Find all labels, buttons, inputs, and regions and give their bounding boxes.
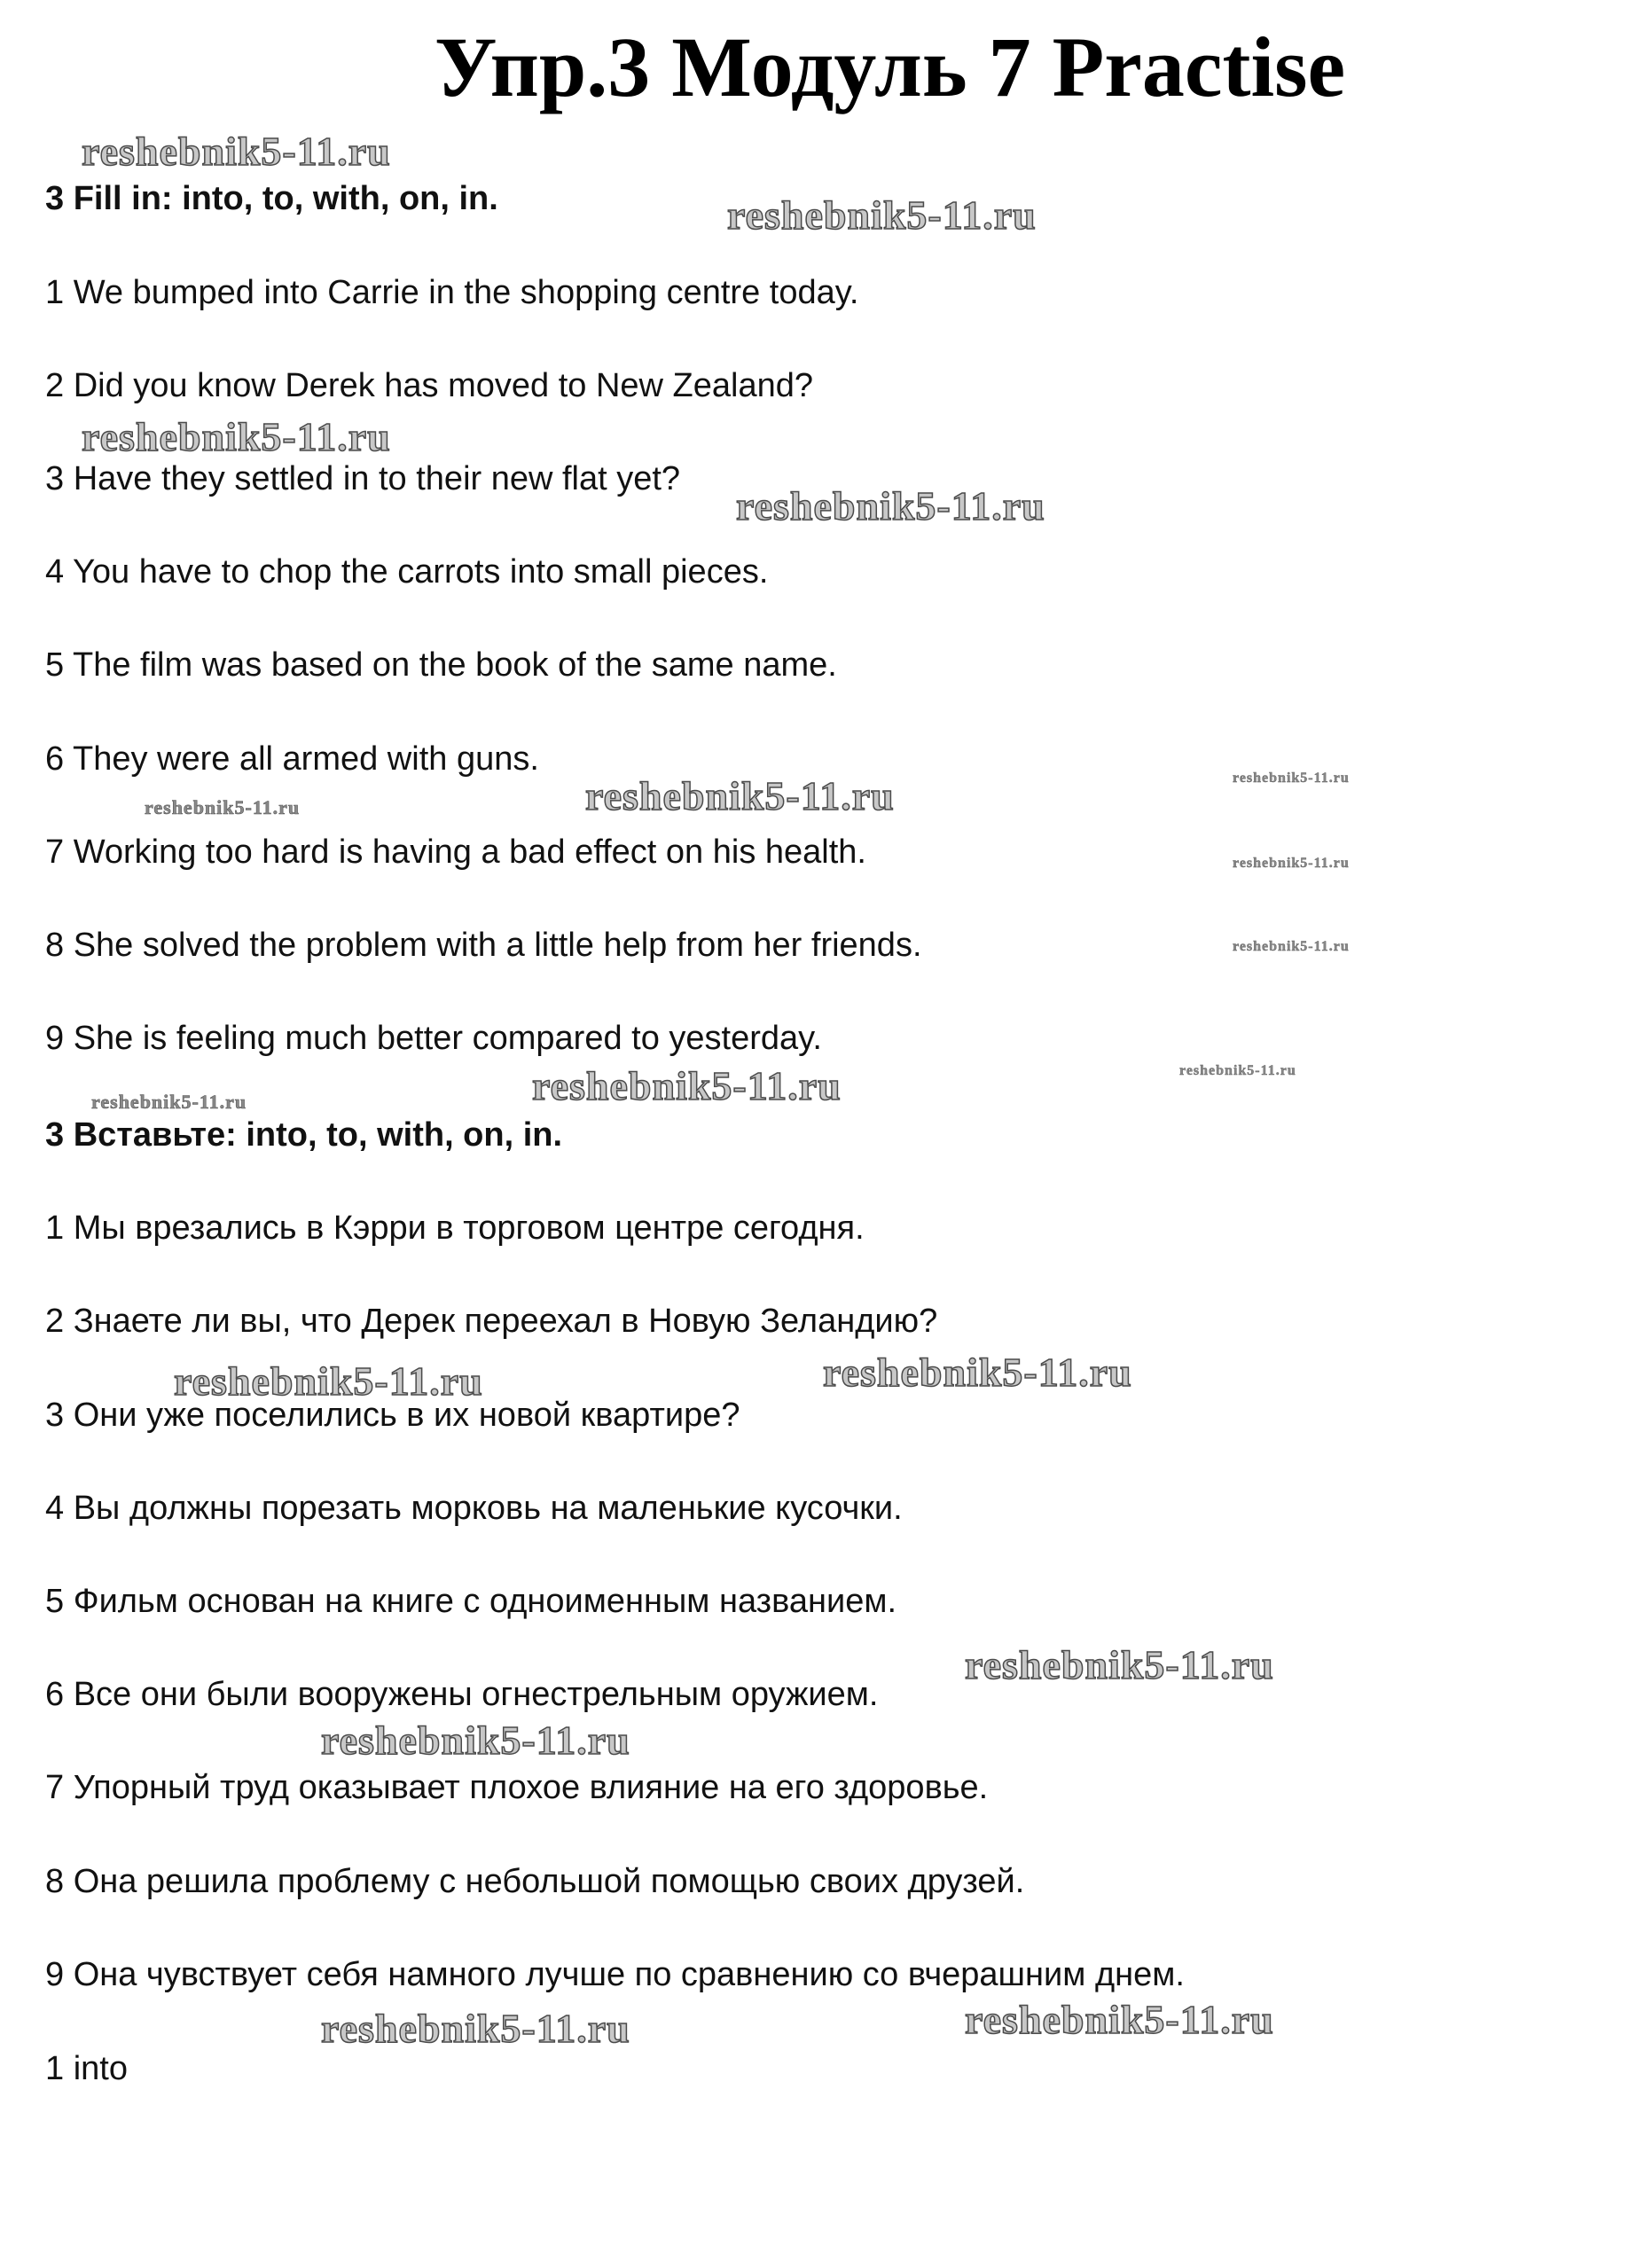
watermark: reshebnik5-11.ru [1233, 939, 1350, 954]
answer-1: 1 into [45, 2050, 128, 2087]
russian-sentence-1: 1 Мы врезались в Кэрри в торговом центре сегодня. [45, 1209, 865, 1247]
watermark: reshebnik5-11.ru [174, 1358, 483, 1404]
english-sentence-8: 8 She solved the problem with a little help from her friends. [45, 927, 922, 964]
english-sentence-4: 4 You have to chop the carrots into small pieces. [45, 553, 769, 591]
exercise-heading-english: 3 Fill in: into, to, with, on, in. [45, 180, 498, 217]
exercise-heading-russian: 3 Вставьте: into, to, with, on, in. [45, 1116, 563, 1154]
watermark: reshebnik5-11.ru [736, 483, 1045, 528]
page-title: Упр.3 Модуль 7 Practise [435, 20, 1346, 114]
watermark: reshebnik5-11.ru [965, 1642, 1274, 1687]
russian-sentence-6: 6 Все они были вооружены огнестрельным оружием. [45, 1676, 879, 1713]
watermark: reshebnik5-11.ru [532, 1063, 842, 1108]
russian-sentence-5: 5 Фильм основан на книге с одноименным названием. [45, 1583, 897, 1620]
english-sentence-1: 1 We bumped into Carrie in the shopping centre today. [45, 274, 859, 311]
russian-sentence-3: 3 Они уже поселились в их новой квартире? [45, 1397, 740, 1434]
english-sentence-5: 5 The film was based on the book of the same name. [45, 646, 837, 684]
english-sentence-3: 3 Have they settled in to their new flat yet? [45, 460, 681, 497]
russian-sentence-2: 2 Знаете ли вы, что Дерек переехал в Новую Зеландию? [45, 1303, 938, 1340]
watermark: reshebnik5-11.ru [585, 773, 895, 818]
watermark: reshebnik5-11.ru [727, 192, 1037, 238]
watermark: reshebnik5-11.ru [1233, 856, 1350, 871]
watermark: reshebnik5-11.ru [1233, 771, 1350, 786]
watermark: reshebnik5-11.ru [1179, 1063, 1296, 1078]
watermark: reshebnik5-11.ru [965, 1997, 1274, 2042]
watermark: reshebnik5-11.ru [82, 129, 391, 174]
watermark: reshebnik5-11.ru [823, 1350, 1132, 1395]
english-sentence-6: 6 They were all armed with guns. [45, 740, 539, 778]
russian-sentence-9: 9 Она чувствует себя намного лучше по сравнению со вчерашним днем. [45, 1956, 1185, 1993]
watermark: reshebnik5-11.ru [91, 1091, 247, 1113]
russian-sentence-4: 4 Вы должны порезать морковь на маленькие кусочки. [45, 1490, 903, 1527]
russian-sentence-8: 8 Она решила проблему с небольшой помощью своих друзей. [45, 1863, 1025, 1900]
watermark: reshebnik5-11.ru [145, 796, 301, 818]
english-sentence-9: 9 She is feeling much better compared to yesterday. [45, 1020, 822, 1057]
english-sentence-2: 2 Did you know Derek has moved to New Zealand? [45, 367, 814, 404]
watermark: reshebnik5-11.ru [321, 1718, 630, 1763]
watermark: reshebnik5-11.ru [82, 414, 391, 459]
watermark: reshebnik5-11.ru [321, 2006, 630, 2051]
english-sentence-7: 7 Working too hard is having a bad effect on his health. [45, 833, 866, 871]
russian-sentence-7: 7 Упорный труд оказывает плохое влияние на его здоровье. [45, 1769, 989, 1806]
